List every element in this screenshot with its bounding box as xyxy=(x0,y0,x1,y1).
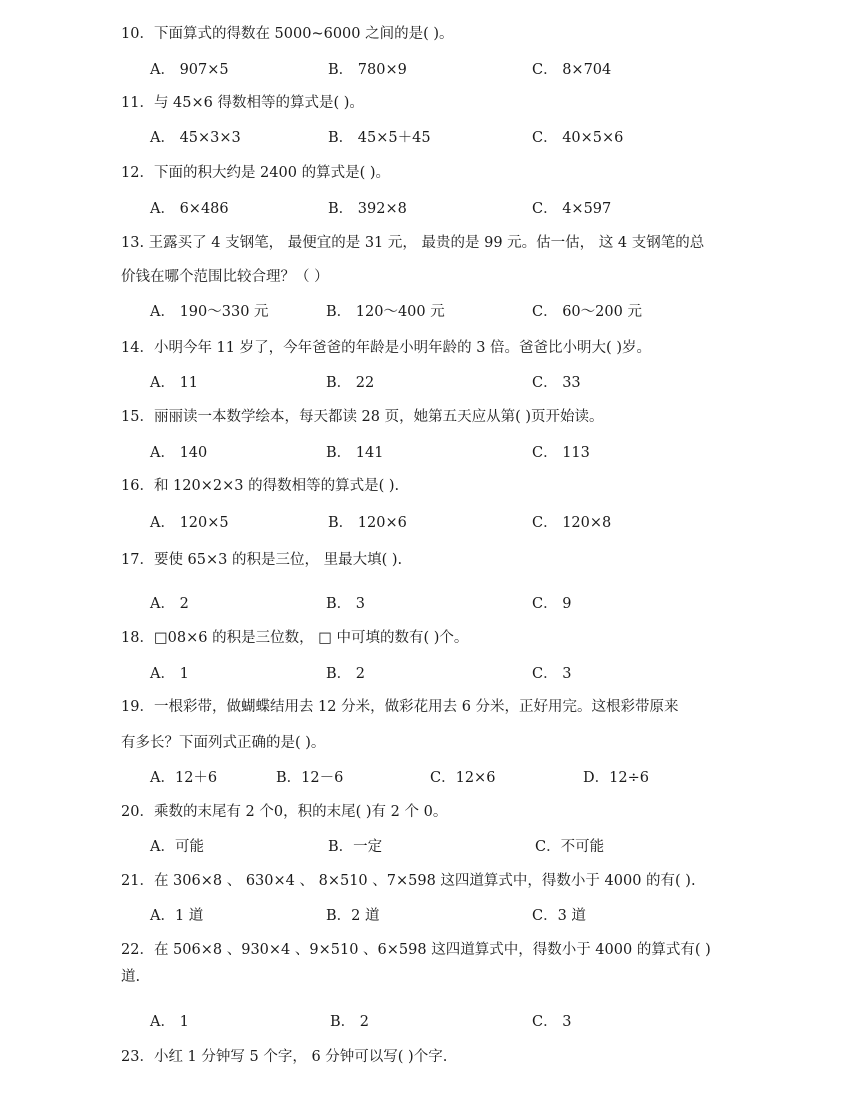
question-text: 10．下面算式的得数在 5000~6000 之间的是( )。 xyxy=(121,26,454,42)
option-c[interactable]: C． 3 xyxy=(532,1014,572,1030)
option-c[interactable]: C．不可能 xyxy=(535,839,605,855)
question-text-continued: 价钱在哪个范围比较合理？（ ） xyxy=(121,269,329,285)
option-a[interactable]: A． 1 xyxy=(150,666,189,682)
option-b[interactable]: B． 141 xyxy=(326,445,384,461)
option-a[interactable]: A． 1 xyxy=(150,1014,189,1030)
option-c[interactable]: C．12×6 xyxy=(430,770,496,786)
option-b[interactable]: B． 45×5＋45 xyxy=(328,130,431,146)
question-text: 13. 王露买了 4 支钢笔， 最便宜的是 31 元， 最贵的是 99 元。估一估， 这 4 支钢笔的总 xyxy=(121,235,705,251)
option-b[interactable]: B． 392×8 xyxy=(328,201,407,217)
question-text: 14．小明今年 11 岁了，今年爸爸的年龄是小明年龄的 3 倍。爸爸比小明大( )岁。 xyxy=(121,340,651,356)
option-d[interactable]: D．12÷6 xyxy=(583,770,649,786)
option-b[interactable]: B． 2 xyxy=(326,666,365,682)
question-text: 11．与 45×6 得数相等的算式是( )。 xyxy=(121,95,364,111)
option-a[interactable]: A． 11 xyxy=(150,375,199,391)
option-a[interactable]: A． 140 xyxy=(150,445,208,461)
option-b[interactable]: B．一定 xyxy=(328,839,383,855)
option-c[interactable]: C． 40×5×6 xyxy=(532,130,624,146)
question-text: 17．要使 65×3 的积是三位， 里最大填( ). xyxy=(121,552,403,568)
question-text: 18．□08×6 的积是三位数， □ 中可填的数有( )个。 xyxy=(121,630,469,646)
option-b[interactable]: B． 780×9 xyxy=(328,62,407,78)
question-text: 20．乘数的末尾有 2 个0，积的末尾( )有 2 个 0。 xyxy=(121,804,448,820)
option-b[interactable]: B．2 道 xyxy=(326,908,380,924)
option-b[interactable]: B． 120×6 xyxy=(328,515,407,531)
question-text: 22．在 506×8 、930×4 、9×510 、6×598 这四道算式中，得数小于 4000 的算式有( ) xyxy=(121,942,711,958)
option-b[interactable]: B． 3 xyxy=(326,596,365,612)
option-c[interactable]: C． 113 xyxy=(532,445,590,461)
question-text: 15．丽丽读一本数学绘本，每天都读 28 页，她第五天应从第( )页开始读。 xyxy=(121,409,604,425)
option-a[interactable]: A．12＋6 xyxy=(150,770,218,786)
option-c[interactable]: C． 9 xyxy=(532,596,572,612)
option-c[interactable]: C． 4×597 xyxy=(532,201,612,217)
option-a[interactable]: A．1 道 xyxy=(150,908,204,924)
option-a[interactable]: A． 907×5 xyxy=(150,62,229,78)
option-c[interactable]: C． 120×8 xyxy=(532,515,612,531)
option-a[interactable]: A． 120×5 xyxy=(150,515,229,531)
option-c[interactable]: C． 8×704 xyxy=(532,62,612,78)
question-text-continued: 有多长？下面列式正确的是( )。 xyxy=(121,735,326,751)
option-c[interactable]: C．3 道 xyxy=(532,908,586,924)
option-a[interactable]: A． 45×3×3 xyxy=(150,130,241,146)
question-text: 21．在 306×8 、 630×4 、 8×510 、7×598 这四道算式中，得数小于 4000 的有( ). xyxy=(121,873,696,889)
question-text: 12．下面的积大约是 2400 的算式是( )。 xyxy=(121,165,390,181)
option-a[interactable]: A．可能 xyxy=(150,839,204,855)
question-text: 23．小红 1 分钟写 5 个字， 6 分钟可以写( )个字. xyxy=(121,1049,448,1065)
option-b[interactable]: B．12－6 xyxy=(276,770,344,786)
question-text: 16．和 120×2×3 的得数相等的算式是( ). xyxy=(121,478,400,494)
option-a[interactable]: A． 6×486 xyxy=(150,201,229,217)
option-a[interactable]: A． 2 xyxy=(150,596,189,612)
option-b[interactable]: B． 120～400 元 xyxy=(326,304,445,320)
option-c[interactable]: C． 3 xyxy=(532,666,572,682)
option-c[interactable]: C． 60～200 元 xyxy=(532,304,642,320)
option-b[interactable]: B． 22 xyxy=(326,375,375,391)
question-text-continued: 道. xyxy=(121,969,141,985)
option-c[interactable]: C． 33 xyxy=(532,375,581,391)
option-a[interactable]: A． 190～330 元 xyxy=(150,304,269,320)
question-text: 19．一根彩带，做蝴蝶结用去 12 分米，做彩花用去 6 分米，正好用完。这根彩带原来 xyxy=(121,699,679,715)
option-b[interactable]: B． 2 xyxy=(330,1014,369,1030)
